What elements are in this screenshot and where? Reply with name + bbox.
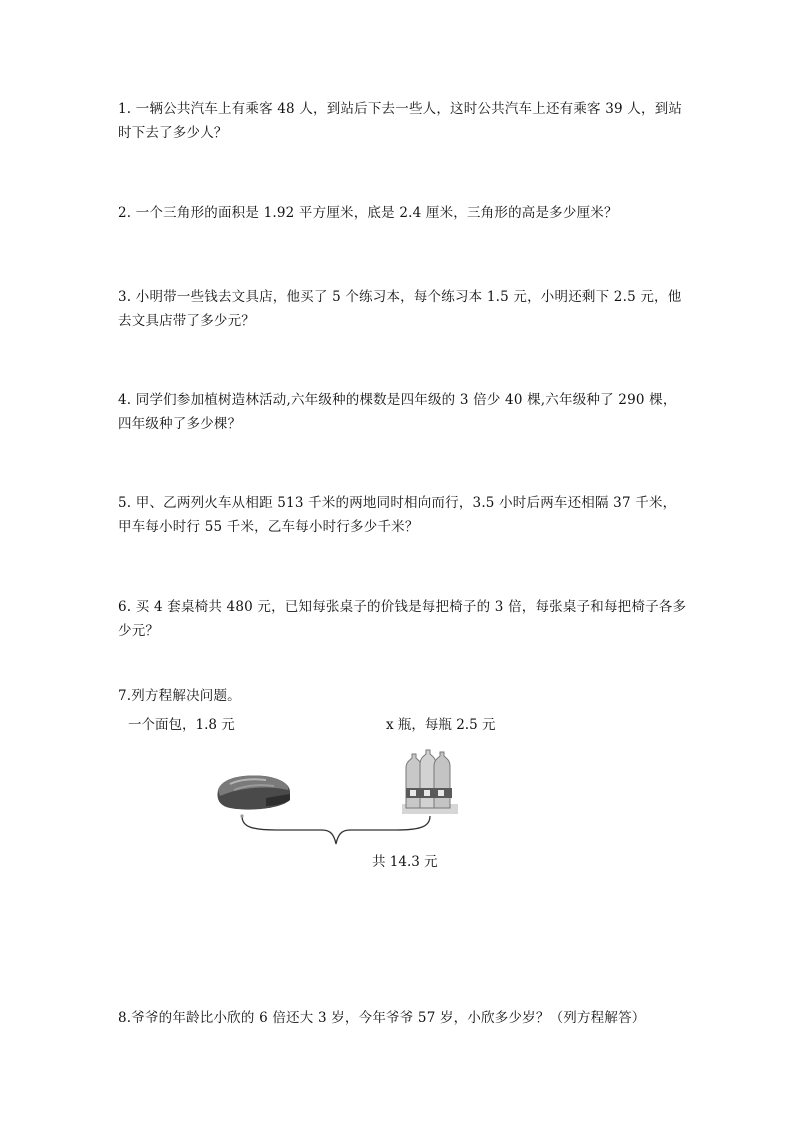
question-7-number: 7.	[118, 688, 132, 704]
bread-label: 一个面包，1.8 元	[128, 717, 235, 733]
question-6	[118, 595, 688, 643]
question-6-text: 买 4 套桌椅共 480 元，已知每张桌子的价钱是每把椅子的 3 倍，每张桌子和每把椅子各多少元？	[118, 599, 687, 639]
question-2-text: 一个三角形的面积是 1.92 平方厘米，底是 2.4 厘米，三角形的高是多少厘米？	[135, 205, 618, 221]
question-8	[118, 1006, 718, 1030]
question-4	[118, 388, 688, 436]
question-1-number: 1.	[118, 101, 132, 117]
question-8-text: 爷爷的年龄比小欣的 6 倍还大 3 岁，今年爷爷 57 岁，小欣多少岁？（列方程解答）	[131, 1010, 646, 1026]
question-5-text: 甲、乙两列火车从相距 513 千米的两地同时相向而行，3.5 小时后两车还相隔 37 千米，甲车每小时行 55 千米，乙车每小时行多少千米？	[118, 495, 677, 535]
question-5-number: 5.	[118, 495, 132, 511]
question-3-text: 小明带一些钱去文具店，他买了 5 个练习本，每个练习本 1.5 元，小明还剩下 2.5 元，他去文具店带了多少元？	[118, 289, 682, 329]
total-brace	[236, 810, 436, 850]
question-1-text: 一辆公共汽车上有乘客 48 人，到站后下去一些人，这时公共汽车上还有乘客 39 人，到站时下去了多少人？	[118, 101, 683, 141]
bread-icon	[212, 768, 294, 814]
question-7-text: 列方程解决问题。	[131, 688, 241, 704]
question-4-text: 同学们参加植树造林活动,六年级种的棵数是四年级的 3 倍少 40 棵,六年级种了 290 棵，四年级种了多少棵？	[118, 392, 677, 432]
question-1	[118, 97, 688, 145]
question-3	[118, 285, 688, 333]
bottle-label: x 瓶，每瓶 2.5 元	[386, 717, 496, 733]
question-6-number: 6.	[118, 599, 132, 615]
total-label: 共 14.3 元	[372, 854, 438, 870]
question-3-number: 3.	[118, 289, 132, 305]
question-4-number: 4.	[118, 392, 132, 408]
question-5	[118, 491, 688, 539]
question-8-number: 8.	[118, 1010, 132, 1026]
bottles-icon	[398, 748, 462, 818]
question-2	[118, 201, 688, 225]
question-2-number: 2.	[118, 205, 132, 221]
question-7	[118, 684, 688, 708]
